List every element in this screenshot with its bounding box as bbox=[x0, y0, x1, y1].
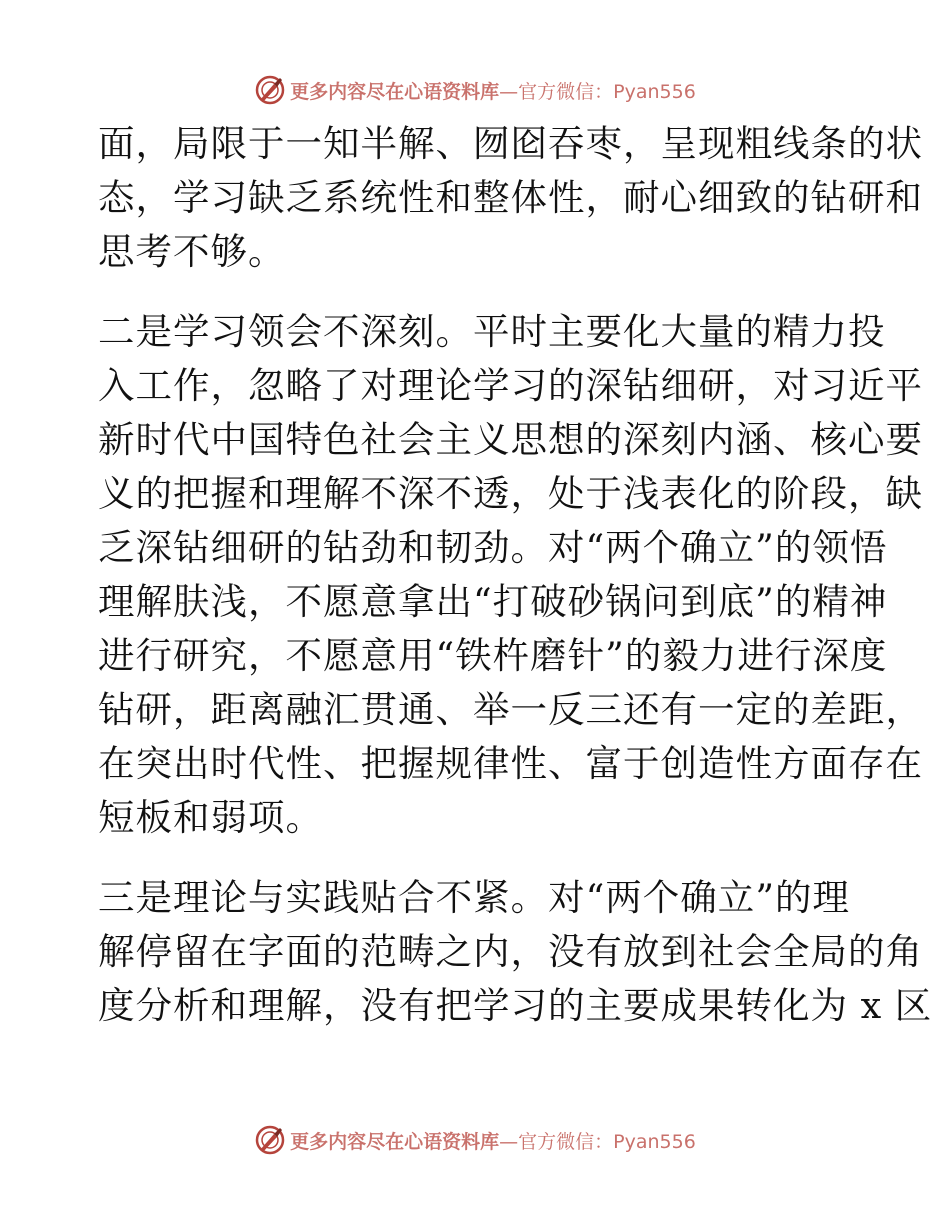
text-line: 新时代中国特色社会主义思想的深刻内涵、核心要 bbox=[98, 418, 923, 461]
paragraph-gap bbox=[98, 279, 850, 305]
paragraph-2 bbox=[98, 305, 923, 845]
header-banner-wechat: 官方微信：Pyan556 bbox=[518, 80, 696, 103]
brand-logo-icon bbox=[254, 1124, 286, 1156]
header-banner-main: 更多内容尽在心语资料库 bbox=[290, 80, 500, 103]
header-banner-text bbox=[290, 77, 696, 104]
text-line: 二是学习领会不深刻。平时主要化大量的精力投 bbox=[98, 310, 886, 353]
paragraph-3 bbox=[98, 871, 933, 1033]
text-line: 在突出时代性、把握规律性、富于创造性方面存在 bbox=[98, 742, 923, 785]
footer-banner-wechat: 官方微信：Pyan556 bbox=[518, 1130, 696, 1153]
text-line: 入工作，忽略了对理论学习的深钻细研，对习近平 bbox=[98, 364, 923, 407]
text-line: 短板和弱项。 bbox=[98, 796, 323, 839]
document-body bbox=[98, 117, 933, 1033]
text-line: 度分析和理解，没有把学习的主要成果转化为 x 区 bbox=[98, 984, 933, 1027]
text-line: 钻研，距离融汇贯通、举一反三还有一定的差距， bbox=[98, 688, 923, 731]
footer-banner-sep: — bbox=[499, 1130, 519, 1153]
text-line: 面，局限于一知半解、囫囵吞枣，呈现粗线条的状 bbox=[98, 122, 923, 165]
text-line: 思考不够。 bbox=[98, 230, 286, 273]
footer-banner-main: 更多内容尽在心语资料库 bbox=[290, 1130, 500, 1153]
footer-watermark-banner bbox=[0, 1120, 950, 1160]
paragraph-gap bbox=[98, 845, 850, 871]
text-line: 三是理论与实践贴合不紧。对“两个确立”的理 bbox=[98, 876, 850, 919]
footer-banner-text bbox=[290, 1127, 696, 1154]
header-watermark-banner bbox=[0, 70, 950, 110]
text-line: 解停留在字面的范畴之内，没有放到社会全局的角 bbox=[98, 930, 923, 973]
brand-logo-icon bbox=[254, 74, 286, 106]
text-line: 理解肤浅，不愿意拿出“打破砂锅问到底”的精神 bbox=[98, 580, 888, 623]
text-line: 义的把握和理解不深不透，处于浅表化的阶段，缺 bbox=[98, 472, 923, 515]
text-line: 乏深钻细研的钻劲和韧劲。对“两个确立”的领悟 bbox=[98, 526, 888, 569]
text-line: 态，学习缺乏系统性和整体性，耐心细致的钻研和 bbox=[98, 176, 923, 219]
paragraph-1 bbox=[98, 117, 923, 279]
header-banner-sep: — bbox=[499, 80, 519, 103]
text-line: 进行研究，不愿意用“铁杵磨针”的毅力进行深度 bbox=[98, 634, 888, 677]
